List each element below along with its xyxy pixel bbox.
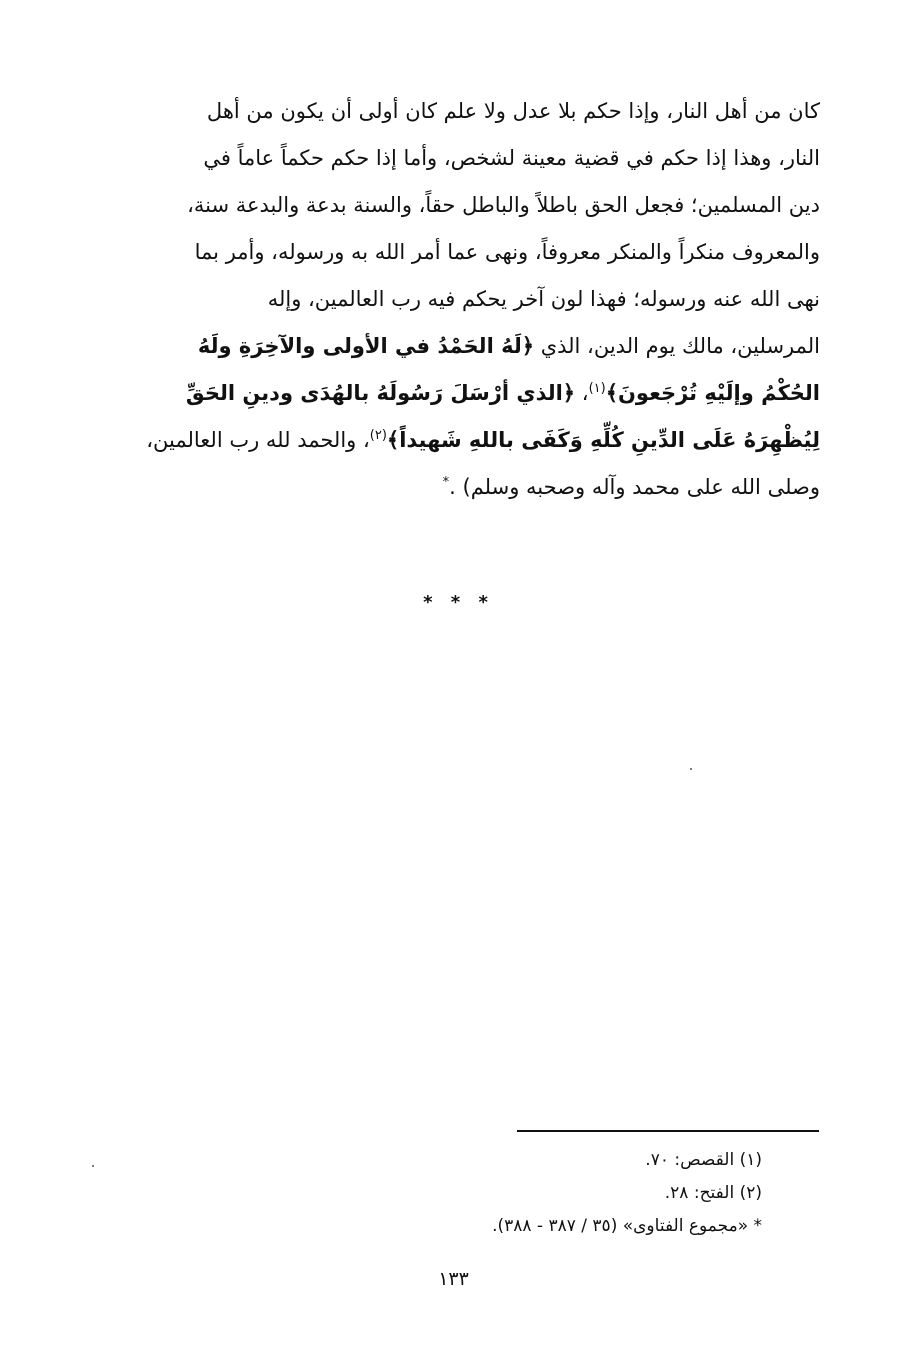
footnote-ref-1: (١)	[588, 381, 606, 396]
quran-verse-2-part-1: ﴿الذي أرْسَلَ رَسُولَهُ بالهُدَى ودينِ الحَقِّ	[185, 381, 576, 405]
body-line: والمعروف منكراً والمنكر معروفاً، ونهى عما أمر الله به ورسوله، وأمر بما	[194, 240, 820, 264]
body-line: النار، وهذا إذا حكم في قضية معينة لشخص، وأما إذا حكم حكماً عاماً في	[203, 146, 820, 170]
body-line: دين المسلمين؛ فجعل الحق باطلاً والباطل حقاً، والسنة بدعة والبدعة سنة،	[187, 193, 820, 217]
body-line	[100, 417, 820, 464]
body-line: نهى الله عنه ورسوله؛ فهذا لون آخر يحكم فيه رب العالمين، وإله	[267, 287, 820, 311]
body-text-segment: ، والحمد لله رب العالمين،	[146, 428, 370, 452]
footnote-2: (٢) الفتح: ٢٨.	[664, 1183, 762, 1203]
body-line	[100, 370, 820, 417]
body-line	[100, 464, 820, 511]
scan-speck	[92, 1165, 94, 1167]
footnote-1: (١) القصص: ٧٠.	[645, 1150, 762, 1170]
body-line	[100, 323, 820, 370]
page-number: ١٣٣	[438, 1268, 469, 1290]
scan-speck	[690, 768, 692, 770]
section-separator: * * *	[423, 592, 494, 613]
quran-verse-1-part-1: ﴿لَهُ الحَمْدُ في الأولى والآخِرَةِ ولَهُ	[197, 334, 535, 358]
body-text-segment: ،	[575, 381, 589, 405]
footnote-source: * «مجموع الفتاوى» (٣٥ / ٣٨٧ - ٣٨٨).	[492, 1216, 762, 1236]
quran-verse-2-part-2: لِيُظْهِرَهُ عَلَى الدِّينِ كُلِّهِ وَكَفَى باللهِ شَهيداً﴾	[386, 428, 820, 452]
asterisk-footnote-ref: *	[442, 475, 450, 490]
footnotes	[300, 1144, 762, 1243]
body-text-segment: المرسلين، مالك يوم الدين، الذي	[534, 334, 820, 358]
quran-verse-1-part-2: الحُكْمُ وإلَيْهِ تُرْجَعونَ﴾	[605, 381, 820, 405]
closing-text: وصلى الله على محمد وآله وصحبه وسلم) .	[449, 475, 820, 499]
main-paragraph	[100, 88, 820, 511]
body-line: كان من أهل النار، وإذا حكم بلا عدل ولا علم كان أولى أن يكون من أهل	[206, 99, 820, 123]
footnote-ref-2: (٢)	[369, 428, 387, 443]
footnote-divider	[517, 1130, 819, 1132]
